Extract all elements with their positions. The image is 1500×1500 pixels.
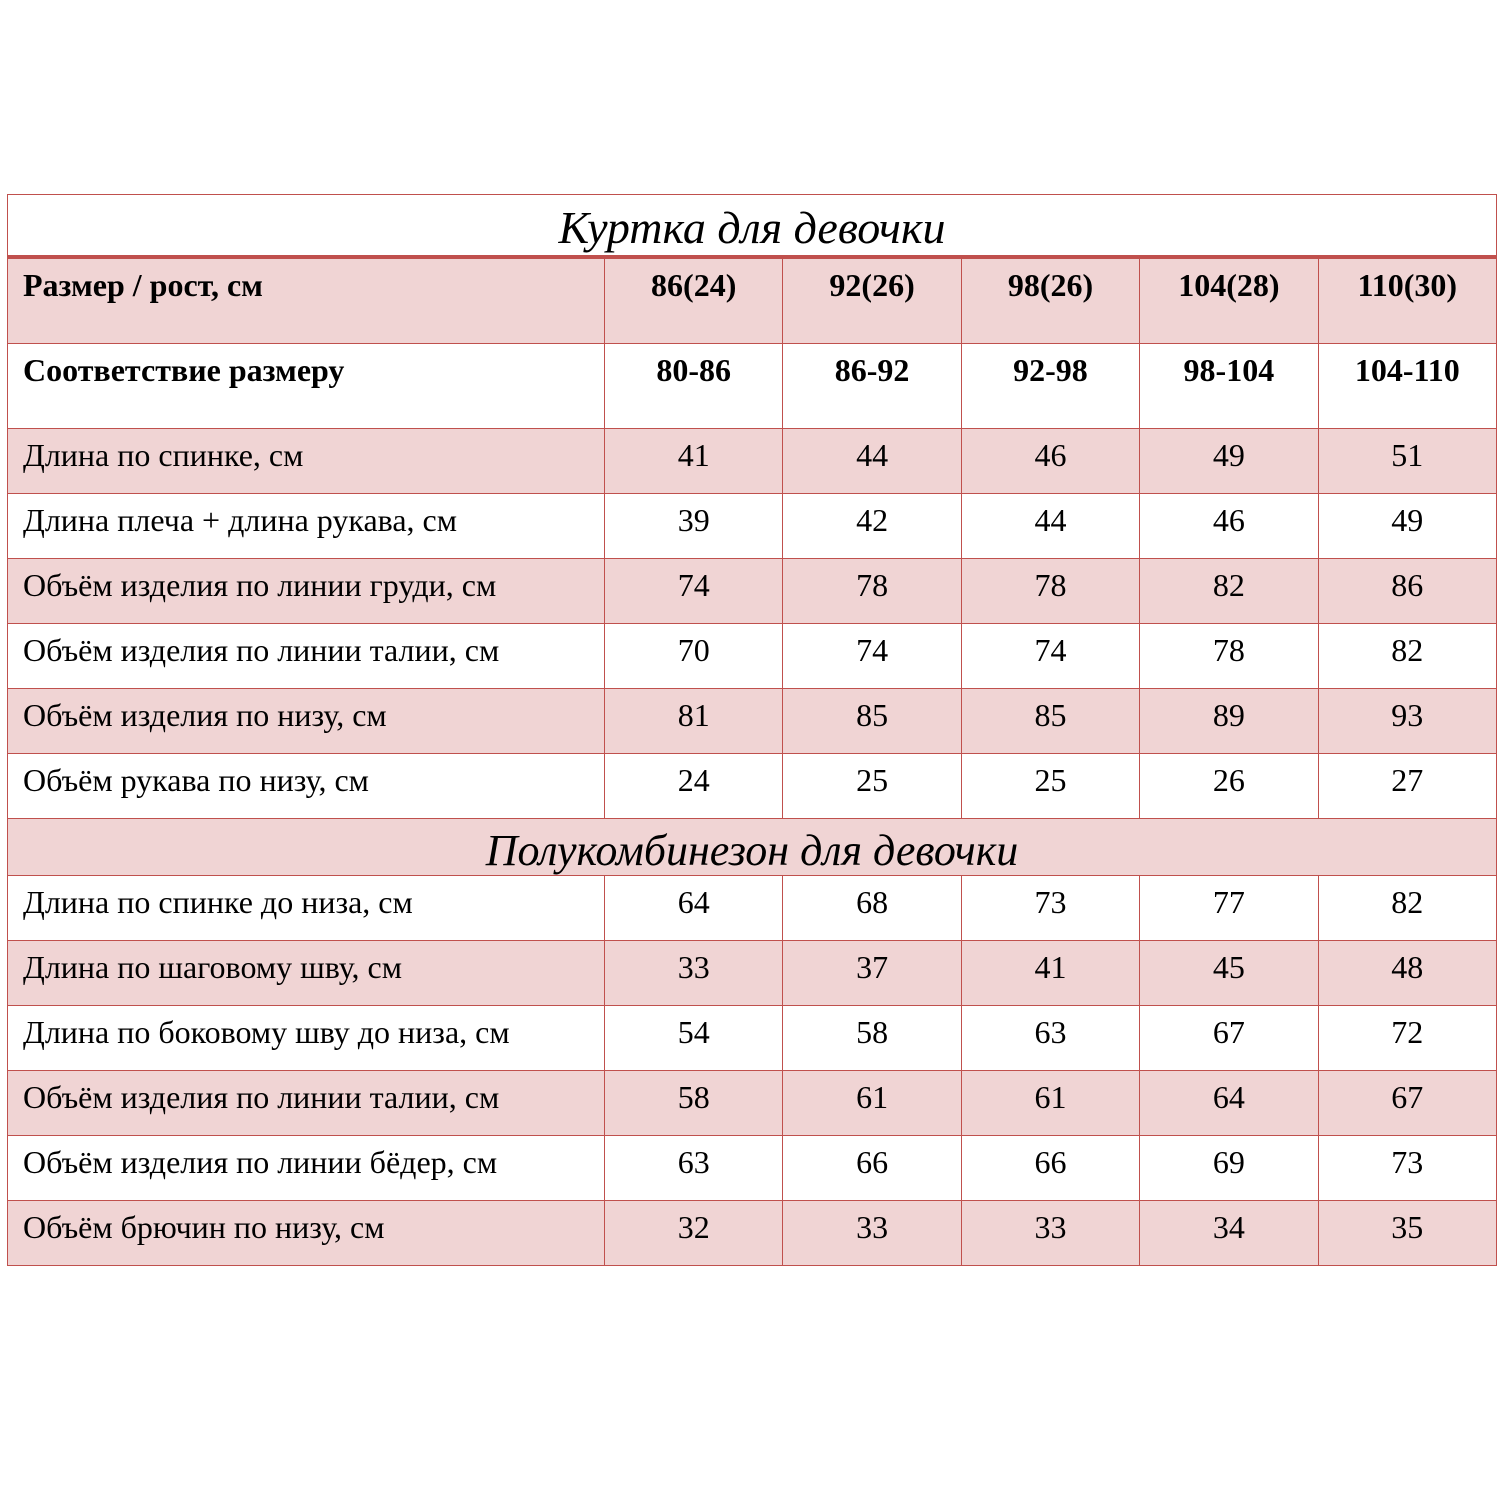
size-value-cell: 72 [1318,1006,1496,1071]
size-value-cell: 73 [961,876,1139,941]
size-value-cell: 61 [783,1071,961,1136]
size-value-cell: 42 [783,494,961,559]
size-value-cell: 45 [1140,941,1318,1006]
row-label: Длина по спинке до низа, см [8,876,605,941]
size-value-cell: 82 [1318,624,1496,689]
size-value-cell: 73 [1318,1136,1496,1201]
row-label: Длина по спинке, см [8,429,605,494]
size-value-cell: 35 [1318,1201,1496,1266]
row-label: Объём изделия по линии талии, см [8,1071,605,1136]
size-value-cell: 67 [1318,1071,1496,1136]
size-value-cell: 92-98 [961,344,1139,429]
size-value-cell: 48 [1318,941,1496,1006]
size-value-cell: 80-86 [605,344,783,429]
size-value-cell: 37 [783,941,961,1006]
table-row [8,876,1497,941]
jacket-title: Куртка для девочки [8,195,1497,258]
row-label: Объём изделия по низу, см [8,689,605,754]
size-value-cell: 104(28) [1140,257,1318,344]
row-label: Объём изделия по линии талии, см [8,624,605,689]
jacket-title-row [8,195,1497,258]
row-label: Длина по боковому шву до низа, см [8,1006,605,1071]
size-value-cell: 110(30) [1318,257,1496,344]
table-row [8,429,1497,494]
size-value-cell: 41 [961,941,1139,1006]
table-row [8,494,1497,559]
size-value-cell: 58 [605,1071,783,1136]
row-label: Соответствие размеру [8,344,605,429]
size-value-cell: 63 [605,1136,783,1201]
size-value-cell: 77 [1140,876,1318,941]
table-row [8,1071,1497,1136]
size-value-cell: 104-110 [1318,344,1496,429]
size-value-cell: 86-92 [783,344,961,429]
size-value-cell: 49 [1318,494,1496,559]
row-label: Объём рукава по низу, см [8,754,605,819]
row-label: Размер / рост, см [8,257,605,344]
size-value-cell: 44 [961,494,1139,559]
size-value-cell: 49 [1140,429,1318,494]
size-value-cell: 25 [961,754,1139,819]
size-value-cell: 58 [783,1006,961,1071]
row-label: Объём изделия по линии груди, см [8,559,605,624]
size-value-cell: 70 [605,624,783,689]
size-chart-table [7,194,1497,1266]
size-value-cell: 86 [1318,559,1496,624]
row-label: Длина плеча + длина рукава, см [8,494,605,559]
size-value-cell: 69 [1140,1136,1318,1201]
size-value-cell: 66 [783,1136,961,1201]
size-value-cell: 98(26) [961,257,1139,344]
size-value-cell: 78 [783,559,961,624]
size-value-cell: 89 [1140,689,1318,754]
size-value-cell: 46 [961,429,1139,494]
size-value-cell: 98-104 [1140,344,1318,429]
size-value-cell: 51 [1318,429,1496,494]
size-value-cell: 74 [961,624,1139,689]
size-value-cell: 64 [605,876,783,941]
size-value-cell: 32 [605,1201,783,1266]
size-value-cell: 92(26) [783,257,961,344]
size-value-cell: 33 [783,1201,961,1266]
row-label: Длина по шаговому шву, см [8,941,605,1006]
table-row [8,754,1497,819]
size-value-cell: 34 [1140,1201,1318,1266]
size-value-cell: 63 [961,1006,1139,1071]
size-value-cell: 27 [1318,754,1496,819]
size-value-cell: 64 [1140,1071,1318,1136]
row-label: Объём изделия по линии бёдер, см [8,1136,605,1201]
size-value-cell: 26 [1140,754,1318,819]
size-value-cell: 78 [961,559,1139,624]
size-value-cell: 66 [961,1136,1139,1201]
table-row [8,559,1497,624]
overalls-title-row [8,819,1497,876]
size-value-cell: 33 [605,941,783,1006]
size-value-cell: 85 [961,689,1139,754]
table-row [8,1201,1497,1266]
size-value-cell: 74 [605,559,783,624]
size-value-cell: 54 [605,1006,783,1071]
size-value-cell: 82 [1140,559,1318,624]
table-row [8,1006,1497,1071]
size-value-cell: 68 [783,876,961,941]
size-value-cell: 25 [783,754,961,819]
size-value-cell: 85 [783,689,961,754]
size-value-cell: 61 [961,1071,1139,1136]
size-value-cell: 82 [1318,876,1496,941]
table-row [8,941,1497,1006]
size-value-cell: 41 [605,429,783,494]
size-value-cell: 74 [783,624,961,689]
overalls-title: Полукомбинезон для девочки [8,819,1497,876]
size-value-cell: 93 [1318,689,1496,754]
size-value-cell: 33 [961,1201,1139,1266]
size-value-cell: 78 [1140,624,1318,689]
size-value-cell: 86(24) [605,257,783,344]
size-value-cell: 46 [1140,494,1318,559]
size-value-cell: 67 [1140,1006,1318,1071]
size-header-row [8,257,1497,344]
size-value-cell: 39 [605,494,783,559]
table-row [8,689,1497,754]
table-row [8,624,1497,689]
size-value-cell: 44 [783,429,961,494]
row-label: Объём брючин по низу, см [8,1201,605,1266]
size-value-cell: 81 [605,689,783,754]
table-row [8,1136,1497,1201]
size-value-cell: 24 [605,754,783,819]
size-correspondence-row [8,344,1497,429]
